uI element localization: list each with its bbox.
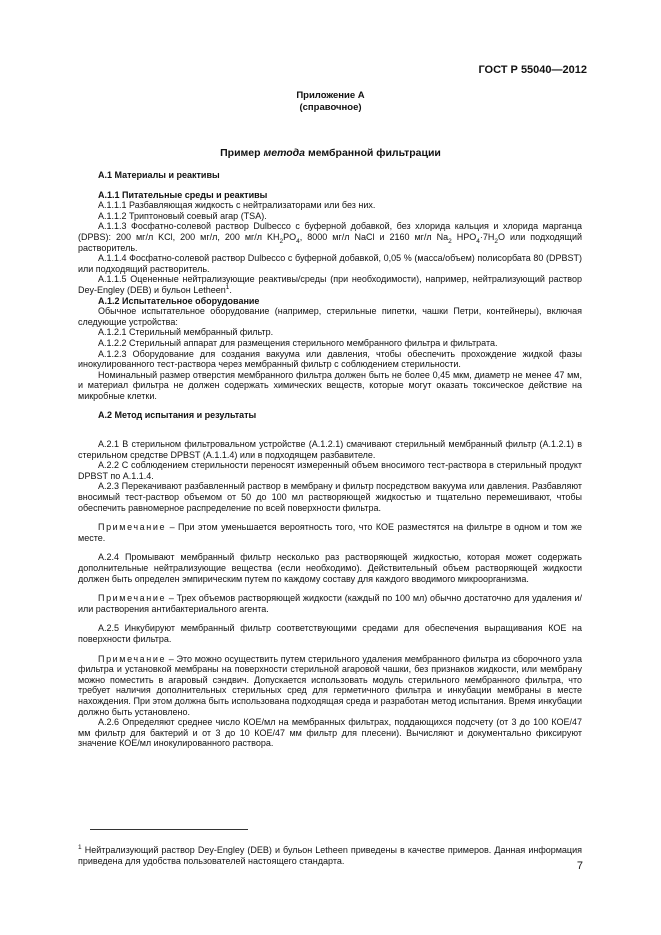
paragraph-a122: А.1.2.2 Стерильный аппарат для размещения стерильного мембранного фильтра и фильтрата. [98, 337, 498, 348]
appendix-heading [0, 90, 661, 114]
paragraph-a113: А.1.1.3 Фосфатно-солевой раствор Dulbecco с буферной добавкой, без хлорида кальция и хлорида марганца (DPBS): 200 мг/л KCl, 200 мг/л, 200 мг/л $KH_2PO_4$, 8000 мг/л NaCl и 2160 мг/л $Na_2$ $HPO_4\cdot 7H_2O$ или подходящий растворитель. [78, 221, 583, 253]
appendix-subtitle: (справочное) [299, 102, 362, 113]
note-3: Примечание – Это можно осуществить путем стерильного удаления мембранного фильтра из сборочного узла фильтра и установкой мембраны на поверхности стерильной агаровой чашки, без признаков жидкости, или мембрану можно поместить в агаровый сэндвич. Допускается использовать модуль стерильного мембранного фильтра, что требует наличия дополнительных стерильных сред для герметичного фильтра и инкубации мембраны в месте нахождения. При этом должна быть использована подходящая среда и разработан метод испытания. Время инкубации должно быть установлено. [78, 653, 582, 717]
section-heading-a1: А.1 Материалы и реактивы [98, 170, 220, 180]
note-label: Примечание [98, 653, 167, 664]
paragraph-a22: А.2.2 С соблюдением стерильности переносят измеренный объем вносимого тест-раствора в стерильный продукт DPBST по А.1.1.4. [78, 460, 582, 481]
section-heading-a12: А.1.2 Испытательное оборудование [98, 295, 260, 306]
page-number: 7 [576, 860, 583, 872]
paragraph-a111: А.1.1.1 Разбавляющая жидкость с нейтрализаторами или без них. [98, 200, 376, 211]
footnote-ref: 1 [225, 283, 230, 291]
paragraph-a26: А.2.6 Определяют среднее число КОЕ/мл на мембранных фильтрах, поддающихся подсчету (от 3 до 100 КОЕ/47 мм фильтр для бактерий и от 3 до 10 КОЕ/47 мм фильтр для плесени). Вычисляют и документально фиксируют значение КОЕ/мл инокулированного раствора. [78, 717, 582, 749]
note-2: Примечание – Трех объемов растворяющей жидкости (каждый по 100 мл) обычно достаточно для удаления и/или растворения антибактериального агента. [78, 593, 582, 614]
document-body [78, 170, 582, 749]
paragraph-a112: А.1.1.2 Триптоновый соевый агар (TSA). [98, 210, 267, 221]
footnote-separator [90, 829, 248, 830]
paragraph-filter-size: Номинальный размер отверстия мембранного фильтра должен быть не более 0,45 мкм, диаметр не менее 47 мм, и материал фильтра не должен содержать химических веществ, которые могут оказать токсическое действие на микробные клетки. [78, 369, 582, 401]
footnote-mark: 1 [78, 844, 82, 851]
paragraph-a23: А.2.3 Перекачивают разбавленный раствор в мембрану и фильтр посредством вакуума или давления. Разбавляют вносимый тест-раствор объемом от 50 до 100 мл растворяющей жидкостью и тщательно перемешивают, чтобы обеспечить равномерное распределение по всей поверхности фильтра. [78, 481, 582, 513]
paragraph-a12: Обычное испытательное оборудование (например, стерильные пипетки, чашки Петри, контейнеры), включая следующие устройства: [78, 306, 582, 327]
paragraph-a25: А.2.5 Инкубируют мембранный фильтр соответствующими средами для обеспечения выращивания КОЕ на поверхности фильтра. [78, 623, 582, 644]
standard-number: ГОСТ Р 55040—2012 [478, 64, 587, 76]
page-title: Пример метода мембранной фильтрации [220, 147, 441, 159]
paragraph-a121: А.1.2.1 Стерильный мембранный фильтр. [98, 327, 274, 338]
section-heading-a2: А.2 Метод испытания и результаты [98, 410, 257, 421]
paragraph-a21: А.2.1 В стерильном фильтровальном устройстве (А.1.2.1) смачивают стерильный мембранный фильтр (А.1.2.1) в стерильном средстве DPBST (А.1.1.4) или в подходящем разбавителе. [78, 439, 582, 460]
paragraph-a114: А.1.1.4 Фосфатно-солевой раствор Dulbecco с буферной добавкой, 0,05 % (масса/объем) полисорбата 80 (DPBST) или подходящий растворитель. [78, 253, 582, 274]
note-label: Примечание [98, 522, 167, 533]
section-heading-a11: А.1.1 Питательные среды и реактивы [98, 189, 268, 200]
paragraph-a123: А.1.2.3 Оборудование для создания вакуума или давления, чтобы обеспечить прохождение жидкой фазы инокулированного тест-раствора через мембранный фильтр с соблюдением стерильности. [78, 348, 582, 370]
title-italic-word: метода [263, 147, 306, 159]
footnote: $^1$ Нейтрализующий раствор Dey-Engley (DEB) и бульон Letheen приведены в качестве примеров. Данная информация приведена для удобства пользователей настоящего стандарта. [78, 844, 582, 866]
note-1: Примечание – При этом уменьшается вероятность того, что КОЕ разместятся на фильтре в одном и том же месте. [78, 522, 582, 543]
appendix-title: Приложение А [296, 90, 365, 101]
paragraph-a24: А.2.4 Промывают мембранный фильтр несколько раз растворяющей жидкостью, которая может содержать дополнительные нейтрализующие вещества (если необходимо). Действительный объем растворяющей жидкости должен быть определен эмпирическим путем по каждому составу для каждого вводимого микроорганизма. [78, 552, 582, 584]
paragraph-a115: А.1.1.5 Оцененные нейтрализующие реактивы/среды (при необходимости), например, нейтрализующий раствор Dey-Engley (DEB) и бульон Letheen$^1$. [78, 274, 582, 295]
note-label: Примечание [98, 593, 167, 604]
